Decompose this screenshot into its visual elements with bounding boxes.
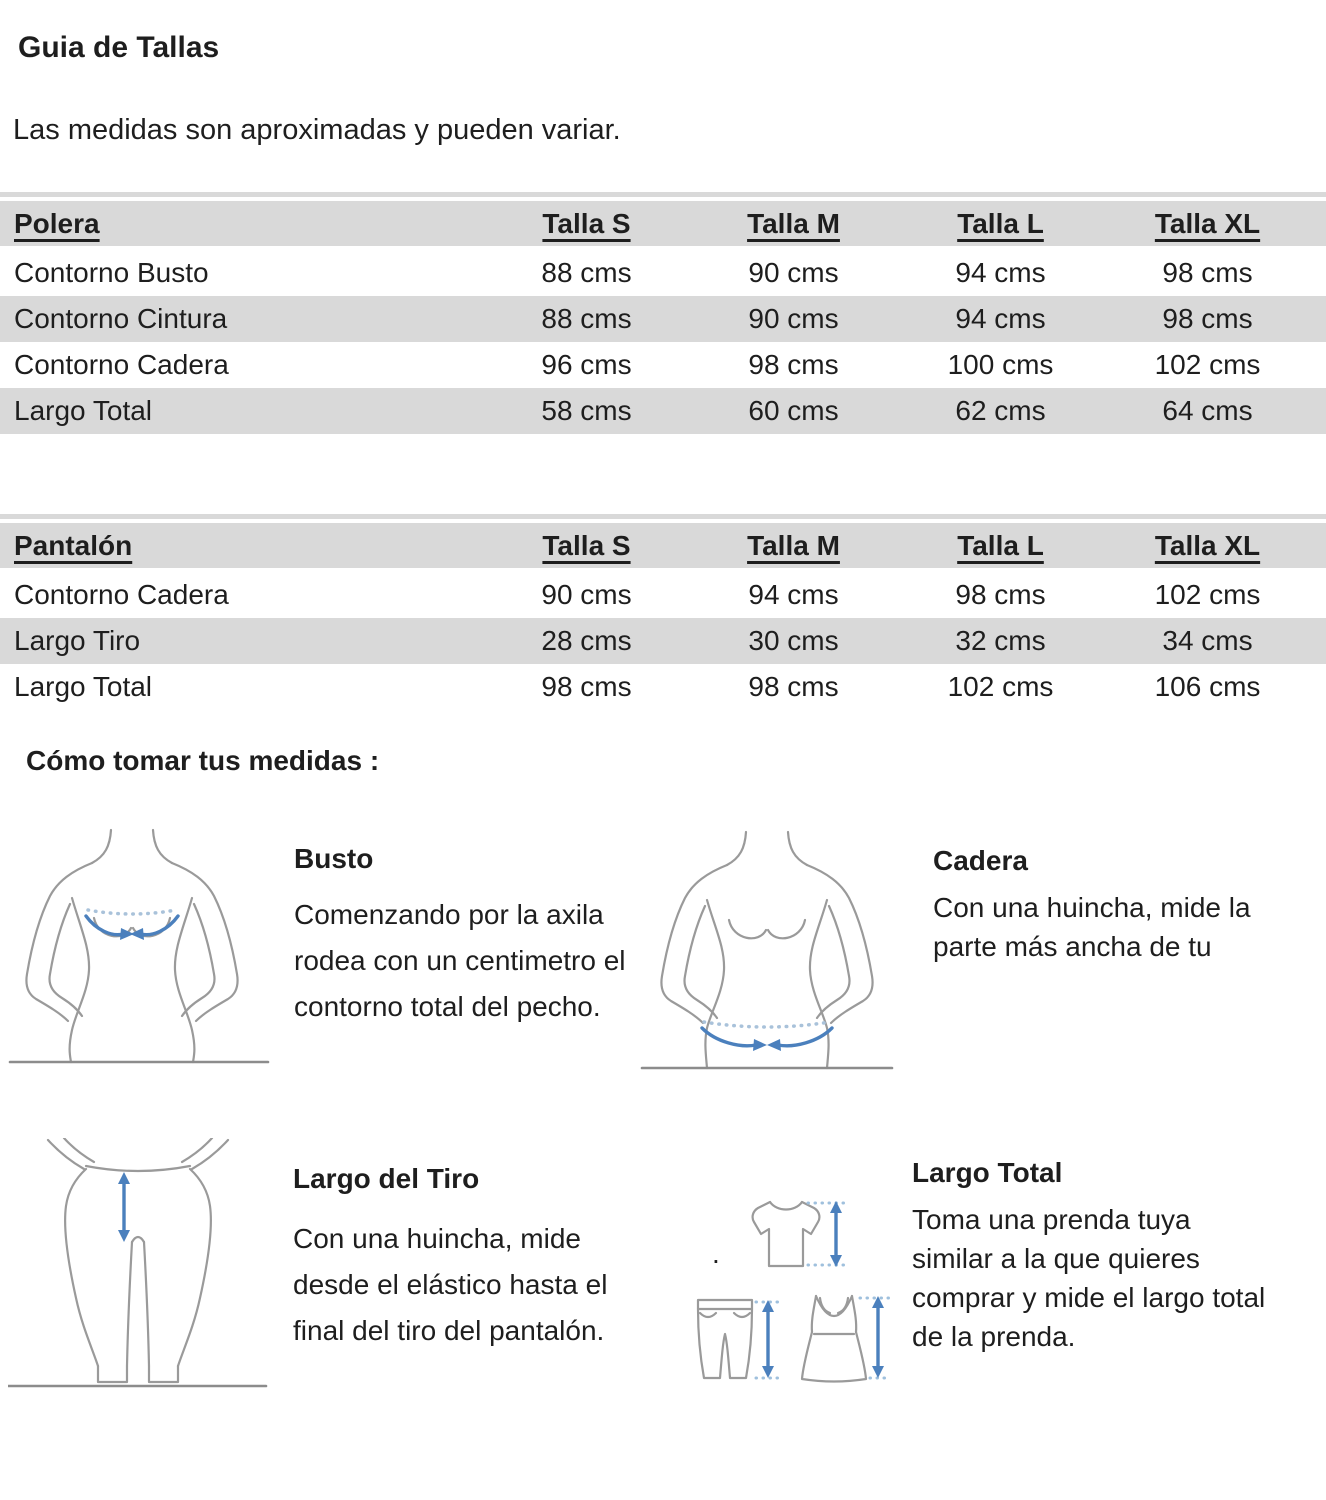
row-value: 60 cms [748,395,839,426]
size-column-header-l: Talla L [957,529,1044,561]
row-value: 100 cms [947,349,1054,380]
row-label: Contorno Cadera [14,349,229,380]
row-value: 30 cms [748,625,839,656]
dress-icon [800,1292,892,1384]
cadera-guide-text: Con una huincha, mide la parte más ancha de tu [933,892,1251,962]
row-label: Contorno Cadera [14,579,229,610]
row-label: Largo Tiro [14,625,141,656]
row-value: 90 cms [748,303,839,334]
row-value: 98 cms [748,671,839,702]
bust-measure-figure-icon [8,826,270,1068]
size-column-header-s: Talla S [542,207,631,239]
table-top-strip [0,192,1326,197]
row-value: 58 cms [541,395,632,426]
row-label: Contorno Cintura [14,303,228,334]
rise-measure-figure-icon [8,1138,268,1393]
row-value: 34 cms [1162,625,1253,656]
product-column-header: Polera [14,207,100,239]
row-value: 28 cms [541,625,632,656]
row-value: 88 cms [541,303,632,334]
row-value: 32 cms [955,625,1046,656]
hip-measure-figure-icon [632,828,902,1072]
size-column-header-l: Talla L [957,207,1044,239]
busto-guide-text: Comenzando por la axila rodea con un centimetro el contorno total del pecho. [294,899,626,1022]
row-value: 94 cms [955,303,1046,334]
table-row [0,572,1326,618]
largo-tiro-guide [293,1162,607,1354]
table-header-row [0,201,1326,246]
table-top-strip [0,514,1326,519]
table-row [0,618,1326,664]
largo-total-guide [912,1156,1265,1356]
tshirt-icon [748,1196,848,1272]
measure-section-heading: Cómo tomar tus medidas : [26,745,380,776]
row-value: 106 cms [1154,671,1261,702]
table-row [0,296,1326,342]
row-value: 98 cms [748,349,839,380]
size-column-header-s: Talla S [542,529,631,561]
row-value: 90 cms [541,579,632,610]
table-header-row [0,523,1326,568]
largo-total-guide-text: Toma una prenda tuya similar a la que quieres comprar y mide el largo total de la prenda. [912,1204,1266,1352]
row-value: 102 cms [1154,349,1261,380]
row-value: 96 cms [541,349,632,380]
pantalon-size-table [0,514,1326,710]
row-value: 94 cms [748,579,839,610]
busto-guide-title: Busto [294,843,374,874]
row-value: 98 cms [955,579,1046,610]
row-value: 98 cms [1162,257,1253,288]
row-label: Largo Total [14,671,153,702]
row-value: 88 cms [541,257,632,288]
polera-size-table [0,192,1326,434]
row-value: 90 cms [748,257,839,288]
largo-tiro-guide-text: Con una huincha, mide desde el elástico hasta el final del tiro del pantalón. [293,1223,608,1346]
size-column-header-xl: Talla XL [1154,207,1261,239]
table-row [0,342,1326,388]
row-value: 98 cms [541,671,632,702]
size-column-header-xl: Talla XL [1154,529,1261,561]
size-column-header-m: Talla M [747,529,840,561]
stray-dot: . [712,1238,720,1269]
product-column-header: Pantalón [14,529,133,561]
table-row [0,664,1326,710]
row-value: 94 cms [955,257,1046,288]
table-row [0,250,1326,296]
row-value: 102 cms [947,671,1054,702]
row-value: 102 cms [1154,579,1261,610]
largo-tiro-guide-title: Largo del Tiro [293,1163,480,1194]
row-label: Largo Total [14,395,153,426]
page-title: Guia de Tallas [18,31,220,64]
cadera-guide [933,844,1251,966]
row-value: 62 cms [955,395,1046,426]
row-value: 98 cms [1162,303,1253,334]
table-row [0,388,1326,434]
pants-icon [694,1296,786,1384]
busto-guide [294,842,626,1030]
size-column-header-m: Talla M [747,207,840,239]
row-value: 64 cms [1162,395,1253,426]
cadera-guide-title: Cadera [933,845,1028,876]
row-label: Contorno Busto [14,257,209,288]
largo-total-guide-title: Largo Total [912,1157,1063,1188]
page-subtitle: Las medidas son aproximadas y pueden variar. [13,114,621,146]
